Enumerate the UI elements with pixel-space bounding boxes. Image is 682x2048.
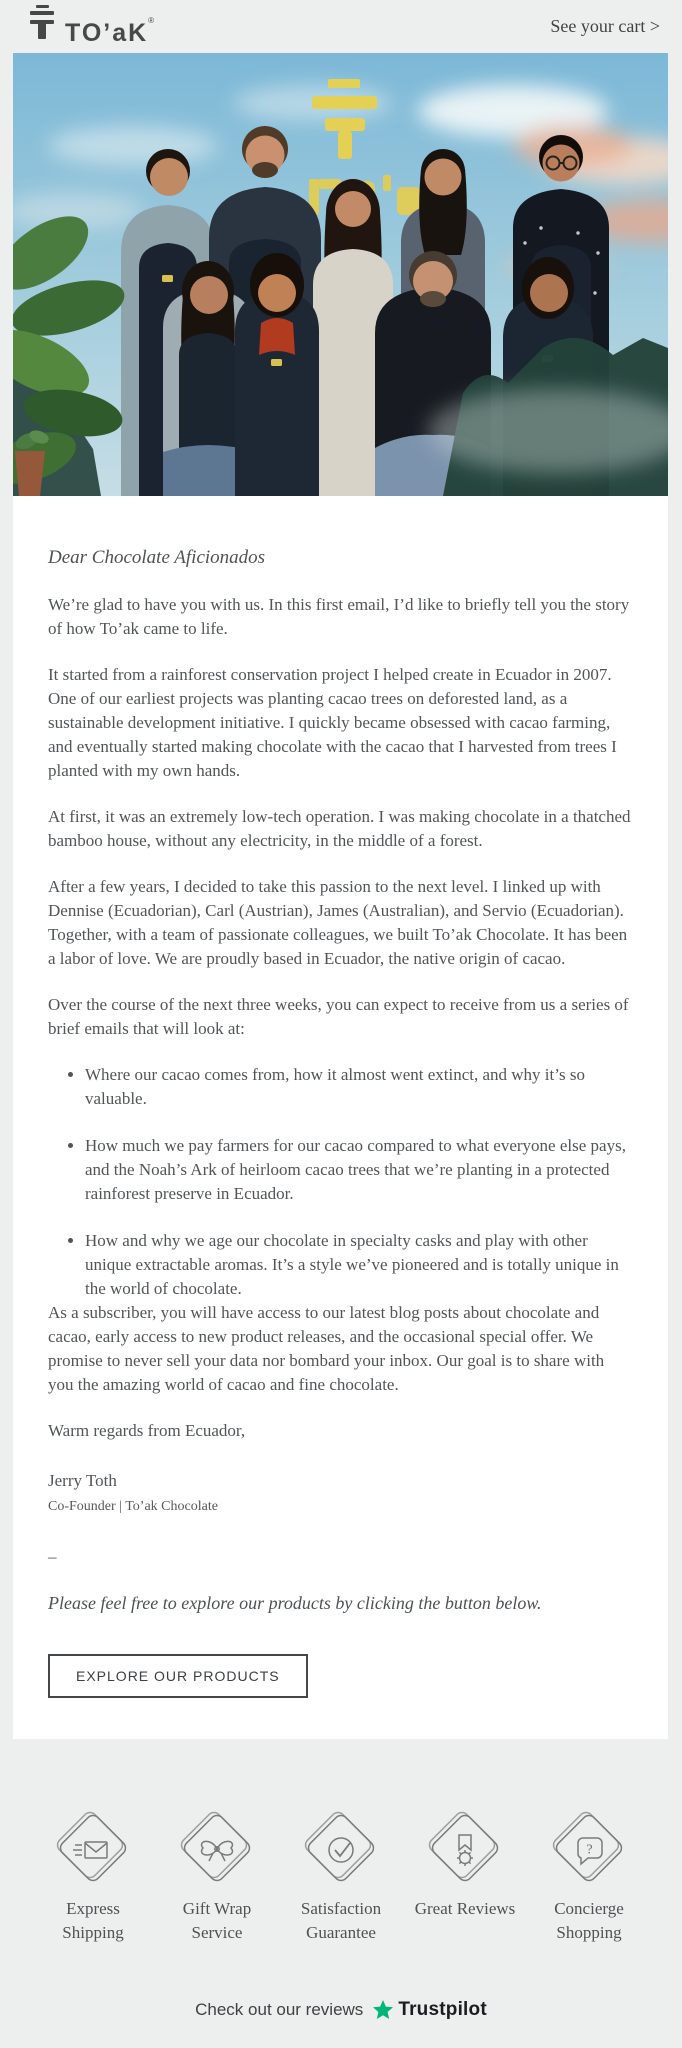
paragraph: Over the course of the next three weeks, you can expect to receive from us a series of brief emails that will look at:: [48, 995, 629, 1038]
subscriber-note: As a subscriber, you will have access to our latest blog posts about chocolate and cacao, early access to new product releases, and the occasional special offer. We promise to never sell your data nor bombard your inbox. Our goal is to share with you the amazing world of cacao and fine chocolate.: [48, 1303, 605, 1394]
email-footer: [0, 1739, 682, 2021]
trustpilot-wordmark: Trustpilot: [398, 1999, 487, 2020]
signature-name: Jerry Toth: [48, 1471, 117, 1490]
feature-express-shipping: [34, 1809, 152, 1945]
feature-label: Express Shipping: [62, 1899, 124, 1942]
trustpilot-star-icon: [372, 1999, 394, 2021]
registered-mark: ®: [148, 15, 155, 25]
list-item: • How much we pay farmers for our cacao compared to what everyone else pays, and the Noah’s Ark of heirloom cacao trees that we’re planting in a protected rainforest preserve in Ecuador.: [85, 1134, 633, 1206]
feature-gift-wrap: [158, 1809, 276, 1945]
feature-label: Satisfaction Guarantee: [300, 1899, 382, 1942]
paragraph: After a few years, I decided to take this passion to the next level. I linked up with Dennise (Ecuadorian), Carl (Austrian), James (Australian), and Servio (Ecuadorian). Together, with a team of passionate colleagues, we built To’ak Chocolate. It has been a labor of love. We are proudly based in Ecuador, the native origin of cacao.: [48, 877, 628, 968]
envelope-icon: [54, 1809, 132, 1887]
medal-icon: [426, 1809, 504, 1887]
feature-concierge: [530, 1809, 648, 1945]
feature-label: Gift Wrap Service: [182, 1899, 252, 1942]
team-photo: [13, 53, 668, 496]
toak-logo: [30, 1, 154, 53]
reviews-text: Check out our reviews: [195, 2000, 364, 2019]
paragraph: We’re glad to have you with us. In this first email, I’d like to briefly tell you the story of how To’ak came to life.: [48, 595, 630, 638]
divider-dash: –: [48, 1547, 57, 1566]
feature-badges: [34, 1809, 648, 1945]
content-card: [13, 53, 668, 1739]
topics-list: [48, 1063, 633, 1301]
toak-glyph-icon: [30, 1, 54, 39]
brand-text: TO’aK: [65, 18, 149, 47]
email-header: [0, 0, 682, 53]
explore-products-button[interactable]: EXPLORE OUR PRODUCTS: [48, 1654, 308, 1698]
feature-great-reviews: [406, 1809, 524, 1945]
question-bubble-icon: [550, 1809, 628, 1887]
bow-icon: [178, 1809, 256, 1887]
salutation: Dear Chocolate Aficionados: [48, 547, 266, 568]
check-circle-icon: [302, 1809, 380, 1887]
feature-label: Concierge Shopping: [554, 1899, 624, 1942]
list-item: • How and why we age our chocolate in specialty casks and play with other unique extractable aromas. It’s a style we’ve pioneered and is totally unique in the world of chocolate.: [85, 1229, 633, 1301]
paragraph: It started from a rainforest conservation project I helped create in Ecuador in 2007. One of our earliest projects was planting cacao trees on deforested land, as a sustainable development initiative. I quickly became obsessed with cacao farming, and eventually started making chocolate with the cacao that I harvested from trees I planted with my own hands.: [48, 665, 617, 780]
trustpilot-logo: [372, 1999, 487, 2021]
paragraph: At first, it was an extremely low-tech operation. I was making chocolate in a thatched bamboo house, without any electricity, in the middle of a forest.: [48, 807, 631, 850]
signature-title: Co-Founder | To’ak Chocolate: [48, 1499, 218, 1514]
cta-hint: Please feel free to explore our products by clicking the button below.: [48, 1593, 542, 1613]
brand-wordmark: [65, 1, 154, 53]
trustpilot-reviews-link[interactable]: [34, 1999, 648, 2021]
feature-label: Great Reviews: [414, 1899, 516, 1918]
svg-text:?: ?: [586, 1842, 593, 1858]
list-item: • Where our cacao comes from, how it almost went extinct, and why it’s so valuable.: [85, 1063, 633, 1111]
feature-satisfaction: [282, 1809, 400, 1945]
signoff: Warm regards from Ecuador,: [48, 1421, 246, 1440]
see-cart-link[interactable]: See your cart >: [550, 16, 660, 36]
letter-body: [13, 496, 668, 1739]
